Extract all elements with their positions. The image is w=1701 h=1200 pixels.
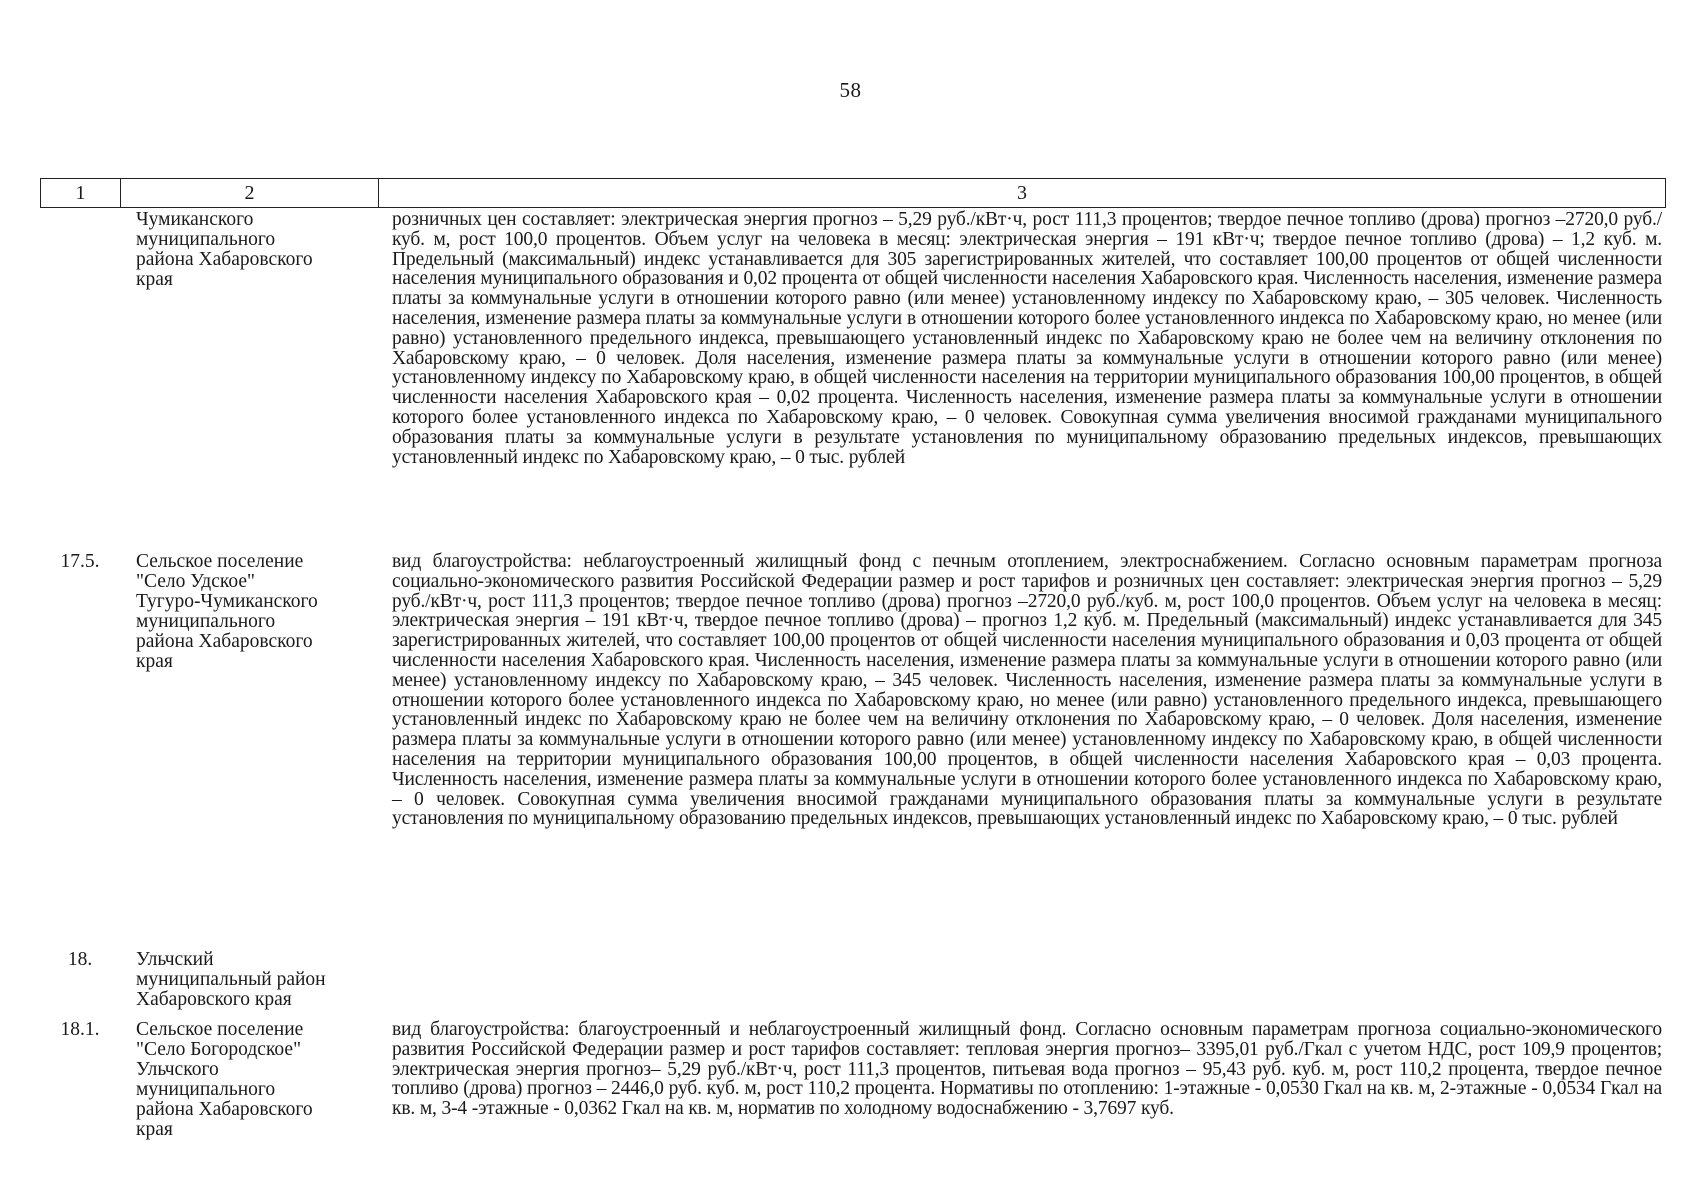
header-col-3: 3 [1017, 181, 1027, 204]
header-col-1: 1 [41, 179, 121, 207]
row-description: вид благоустройства: благоустроенный и неблагоустроенный жилищный фонд. Согласно основным параметрам прогноза социально-экономического развития Российской Федерации размер и рост тарифов составляет: тепловая энергия прогноз– 3395,01 руб./Гкал с учетом НДС, рост 109,9 процентов; электрическая энергия прогноз– 5,29 руб./кВт·ч, рост 111,3 процентов, питьевая вода прогноз – 95,43 руб. куб. м, рост 110,2 процента, твердое печное топливо (дрова) прогноз – 2446,0 руб. куб. м, рост 110,2 процента. Нормативы по отоплению: 1-этажные - 0,0530 Гкал на кв. м, 2-этажные - 0,0534 Гкал на кв. м, 3-4 -этажные - 0,0362 Гкал на кв. м, норматив по холодному водоснабжению - 3,7697 куб. [392, 1019, 1662, 1120]
row-number: 18.1. [60, 1019, 100, 1040]
row-number: 18. [67, 949, 93, 970]
municipality-name: Чумиканского муниципального района Хабаровского края [136, 209, 313, 290]
municipality-name: Сельское поселение "Село Удское" Тугуро-Чумиканского муниципального района Хабаровского края [136, 551, 318, 672]
row-number: 17.5. [60, 551, 100, 572]
municipality-name: Сельское поселение "Село Богородское" Ульчского муниципального района Хабаровского края [136, 1019, 313, 1140]
row-description: вид благоустройства: неблагоустроенный жилищный фонд с печным отоплением, электроснабжением. Согласно основным параметрам прогноза социально-экономического развития Российской Федерации размер и рост тарифов и розничных цен составляет: электрическая энергия прогноз – 5,29 руб./кВт·ч, рост 111,3 процентов; твердое печное топливо (дрова) прогноз –2720,0 руб./куб. м, рост 100,0 процентов. Объем услуг на человека в месяц: электрическая энергия – 191 кВт·ч, твердое печное топливо (дрова) – прогноз 1,2 куб. м. Предельный (максимальный) индекс устанавливается для 345 зарегистрированных жителей, что составляет 100,00 процентов от общей численности населения муниципального образования и 0,03 процента от общей численности населения Хабаровского края. Численность населения, изменение размера платы за коммунальные услуги в отношении которого равно (или менее) установленному индексу по Хабаровскому краю, – 345 человек. Численность населения, изменение размера платы за коммунальные услуги в отношении которого более установленного индекса по Хабаровскому краю, но менее (или равно) установленного предельного индекса, превышающего установленный индекс по Хабаровскому краю не более чем на величину отклонения по Хабаровскому краю, – 0 человек. Доля населения, изменение размера платы за коммунальные услуги в отношении которого равно (или менее) установленному индексу по Хабаровскому краю, в общей численности населения на территории муниципального образования 100,00 процентов, в общей численности населения Хабаровского края – 0,03 процента. Численность населения, изменение размера платы за коммунальные услуги в отношении которого более установленного индекса по Хабаровскому краю, – 0 человек. Совокупная сумма увеличения вносимой гражданами муниципального образования платы за коммунальные услуги в результате установления по муниципальному образованию предельных индексов, превышающих установленный индекс по Хабаровскому краю, – 0 тыс. рублей [392, 551, 1662, 830]
header-col-2: 2 [121, 179, 379, 207]
page-number: 58 [839, 78, 862, 102]
municipality-name: Ульчский муниципальный район Хабаровского края [136, 949, 326, 1010]
table-header [40, 178, 1666, 208]
row-description: розничных цен составляет: электрическая энергия прогноз – 5,29 руб./кВт·ч, рост 111,3 процентов; твердое печное топливо (дрова) прогноз –2720,0 руб./куб. м, рост 100,0 процентов. Объем услуг на человека в месяц: электрическая энергия – 191 кВт·ч; твердое печное топливо (дрова) – 1,2 куб. м. Предельный (максимальный) индекс устанавливается для 305 зарегистрированных жителей, что составляет 100,00 процентов от общей численности населения муниципального образования и 0,02 процента от общей численности населения Хабаровского края. Численность населения, изменение размера платы за коммунальные услуги в отношении которого равно (или менее) установленному индексу по Хабаровскому краю, – 305 человек. Численность населения, изменение размера платы за коммунальные услуги в отношении которого более установленного индекса по Хабаровскому краю, но менее (или равно) установленного предельного индекса, превышающего установленный индекс по Хабаровскому краю не более чем на величину отклонения по Хабаровскому краю, – 0 человек. Доля населения, изменение размера платы за коммунальные услуги в отношении которого равно (или менее) установленному индексу по Хабаровскому краю, в общей численности населения на территории муниципального образования 100,00 процентов, в общей численности населения Хабаровского края – 0,02 процента. Численность населения, изменение размера платы за коммунальные услуги в отношении которого более установленного индекса по Хабаровскому краю, – 0 человек. Совокупная сумма увеличения вносимой гражданами муниципального образования платы за коммунальные услуги в результате установления по муниципальному образованию предельных индексов, превышающих установленный индекс по Хабаровскому краю, – 0 тыс. рублей [392, 209, 1662, 468]
